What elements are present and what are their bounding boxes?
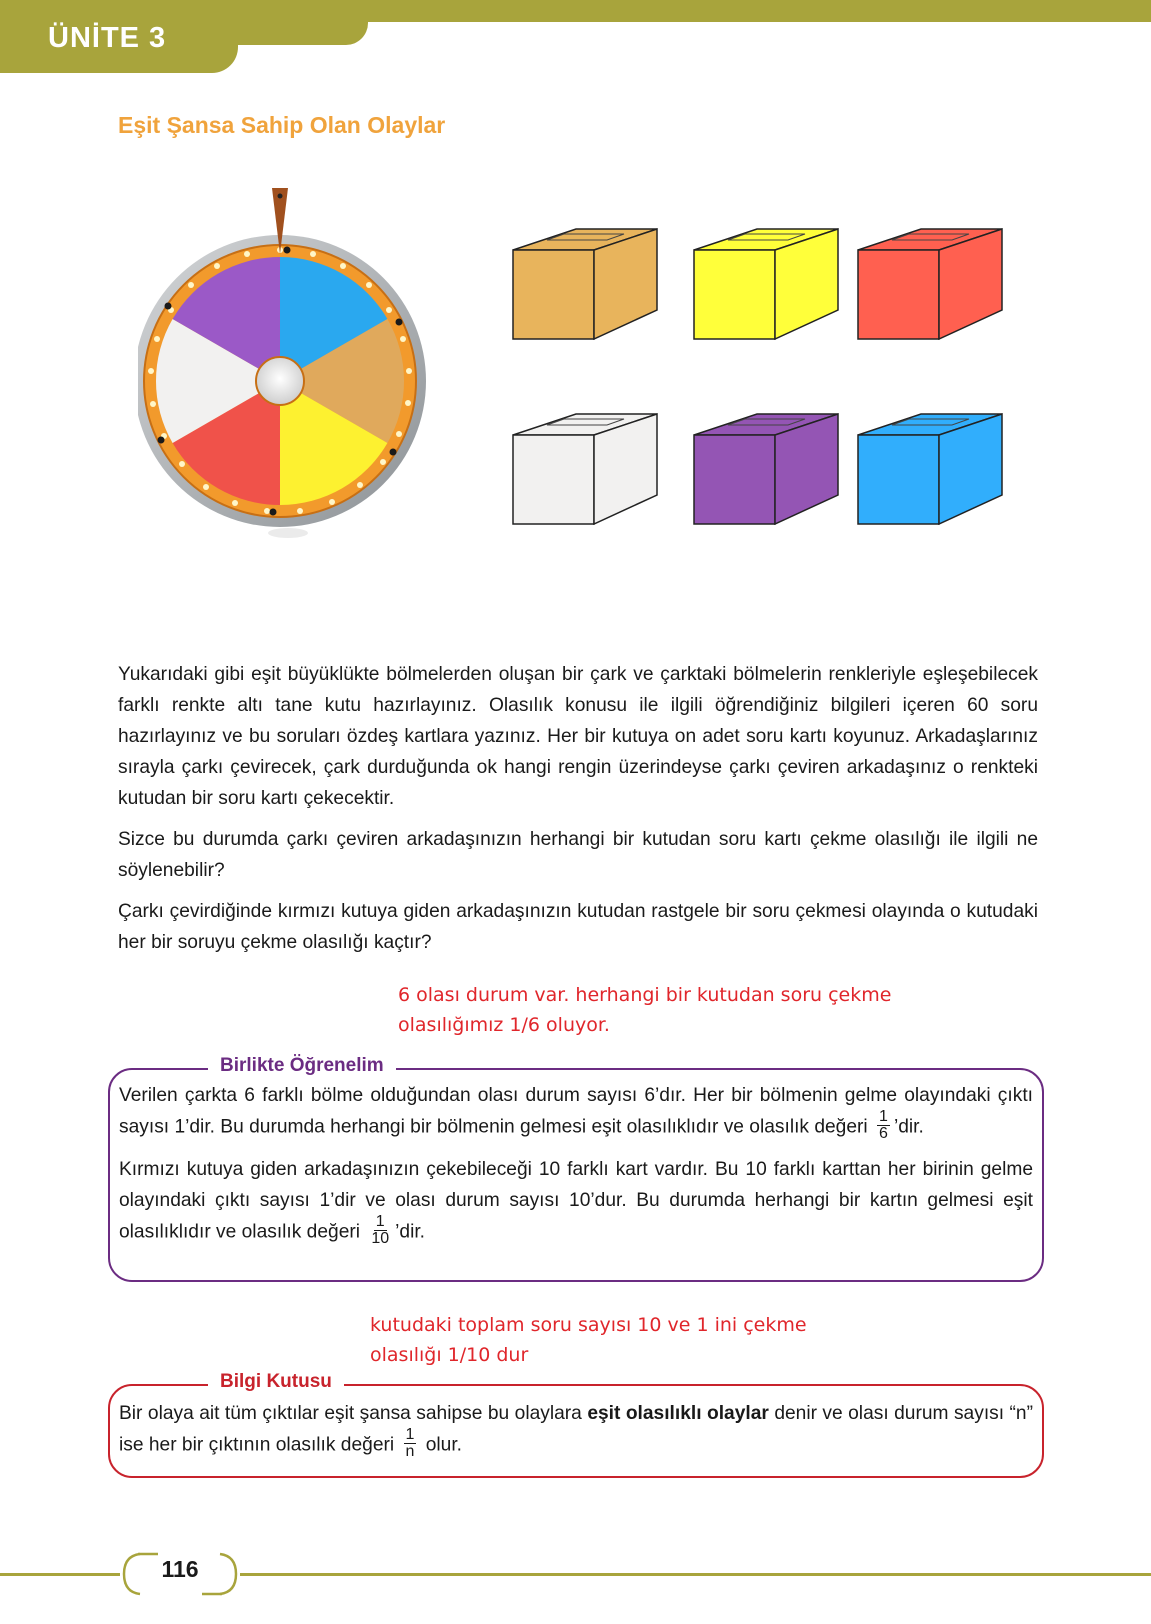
- activity-text: [118, 659, 1038, 968]
- bilgi-kutusu-box: [108, 1371, 1044, 1478]
- bilgi-kutusu-title: Bilgi Kutusu: [208, 1371, 344, 1393]
- section-title: Eşit Şansa Sahip Olan Olaylar: [118, 112, 446, 138]
- birlikte-ogrenelim-box: [108, 1055, 1044, 1282]
- fraction-one-over-n: $\frac{1}{n}$: [405, 1426, 415, 1460]
- color-box-blue: [857, 413, 1007, 530]
- color-box-red: [857, 228, 1007, 345]
- page-number: 116: [161, 1556, 199, 1582]
- key-term: eşit olasılıklı olaylar: [587, 1403, 769, 1424]
- color-box-white: [512, 413, 662, 530]
- paragraph-instructions: Yukarıdaki gibi eşit büyüklükte bölmelerden oluşan bir çark ve çarktaki bölmelerin renkleriyle eşleşebilecek farklı renkte altı tane kutu hazırlayınız. Olasılık konusu ile ilgili öğrendiğiniz bilgileri içeren 60 soru hazırlayınız ve bu soruları özdeş kartlara yazınız. Her bir kutuya on adet soru kartı koyunuz. Arkadaşlarınız sırayla çarkı çevirecek, çark durduğunda ok hangi rengin üzerindeyse çarkı çeviren arkadaşınız o renkteki kutudan bir soru kartı çekecektir.: [118, 664, 1038, 809]
- birlikte-ogrenelim-text: Verilen çarkta 6 farklı bölme olduğundan olası durum sayısı 6’dır. Her bir bölmenin gelme olayındaki çıktı sayısı 1’dir. Bu durumda herhangi bir bölmenin gelmesi eşit olasılıklıdır ve olasılık değeri $\frac{1}{6}$ ’dir. Kırmızı kutuya giden arkadaşınızın çekebileceği 10 farklı kart vardır. Bu 10 farklı karttan her birinin gelme olayındaki çıktı sayısı 1’dir ve olası durum sayısı 10’dur. Bu durumda herhangi bir kartın gelmesi eşit olasılıklıdır ve olasılık değeri $\frac{1}{10}$ ’dir.: [119, 1085, 1033, 1247]
- color-box-yellow: [693, 228, 843, 345]
- bilgi-kutusu-text: Bir olaya ait tüm çıktılar eşit şansa sahipse bu olaylara eşit olasılıklı olaylar denir ve olası durum sayısı “n” ise her bir çıktının olasılık değeri $\frac{1}{n}$ olur.: [119, 1403, 1033, 1460]
- birlikte-ogrenelim-title: Birlikte Öğrenelim: [208, 1055, 396, 1077]
- paragraph-question-2: Çarkı çevirdiğinde kırmızı kutuya giden arkadaşınızın kutudan rastgele bir soru çekmesi olayında o kutudaki her bir soruyu çekme olasılığı kaçtır?: [118, 901, 1038, 953]
- handwritten-note-1: 6 olası durum var. herhangi bir kutudan soru çekme olasılığımız 1/6 oluyor.: [398, 984, 892, 1036]
- color-box-tan: [512, 228, 662, 345]
- unit-label: ÜNİTE 3: [48, 22, 167, 54]
- color-box-purple: [693, 413, 843, 530]
- fraction-one-tenth: $\frac{1}{10}$: [371, 1213, 390, 1247]
- paragraph-question-1: Sizce bu durumda çarkı çeviren arkadaşınızın herhangi bir kutudan soru kartı çekme olasılığı ile ilgili ne söylenebilir?: [118, 829, 1038, 881]
- handwritten-note-2: kutudaki toplam soru sayısı 10 ve 1 ini çekme olasılığı 1/10 dur: [370, 1314, 807, 1366]
- fraction-one-sixth: $\frac{1}{6}$: [879, 1108, 888, 1142]
- spinner-wheel-icon: [138, 188, 448, 548]
